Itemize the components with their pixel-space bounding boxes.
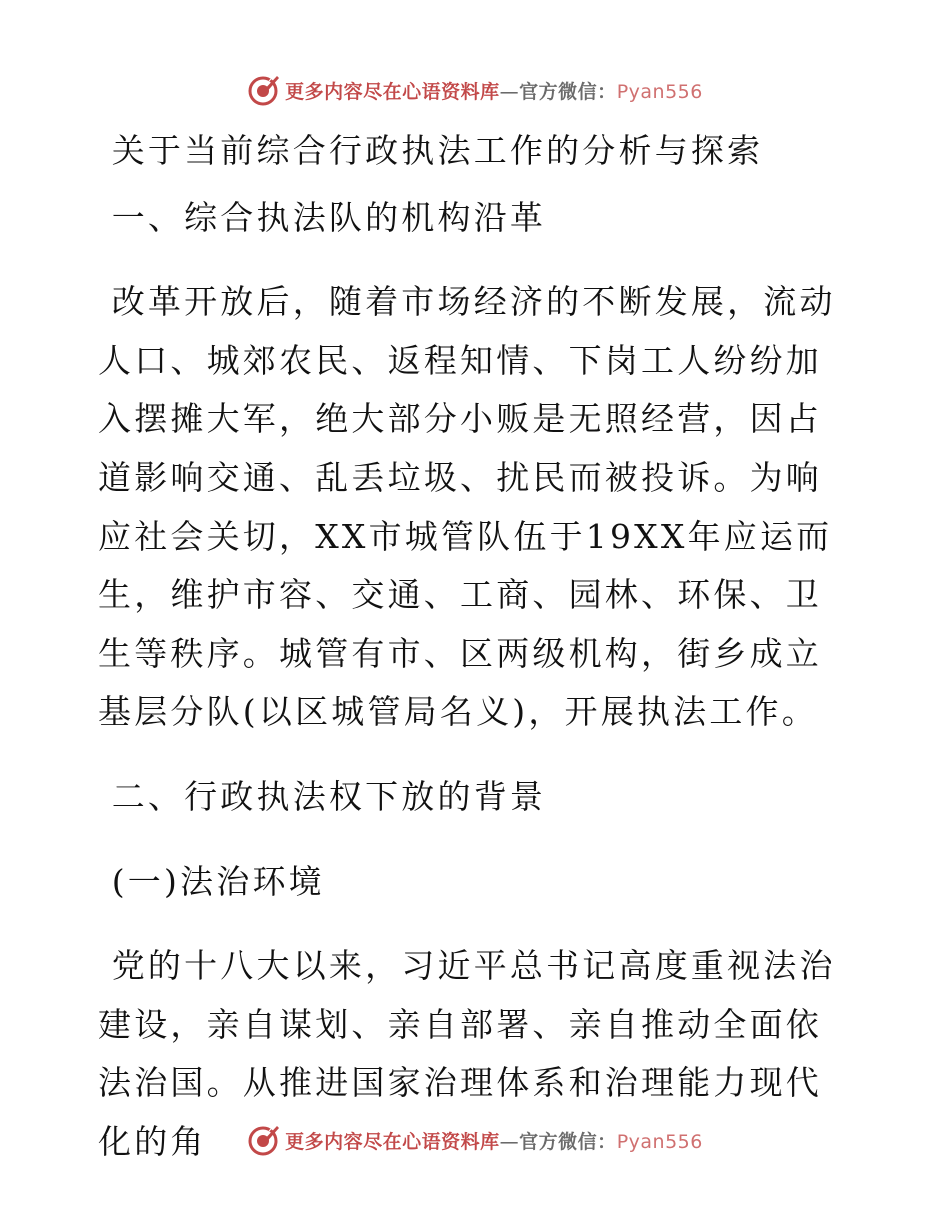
paragraph-2: 党的十八大以来，习近平总书记高度重视法治建设，亲自谋划、亲自部署、亲自推动全面依法治国。从推进国家治理体系和治理能力现代化的角 bbox=[98, 946, 836, 1161]
footer-watermark-banner bbox=[0, 1120, 950, 1160]
banner-dash: — bbox=[499, 80, 520, 103]
banner-wechat-label: 官方微信： bbox=[519, 1130, 617, 1153]
document-title: 关于当前综合行政执法工作的分析与探索 bbox=[98, 131, 764, 170]
banner-text bbox=[285, 1127, 703, 1154]
banner-prefix: 更多内容尽在心语资料库 bbox=[285, 80, 500, 103]
section-heading-2: 二、行政执法权下放的背景 bbox=[98, 776, 547, 816]
banner-wechat-label: 官方微信： bbox=[519, 80, 617, 103]
subsection-heading-1: (一)法治环境 bbox=[98, 861, 325, 901]
quill-logo-icon bbox=[247, 1123, 281, 1157]
banner-wechat-id: Pyan556 bbox=[616, 80, 703, 103]
document-body bbox=[98, 118, 858, 1172]
banner-text bbox=[285, 77, 703, 104]
paragraph-1: 改革开放后，随着市场经济的不断发展，流动人口、城郊农民、返程知情、下岗工人纷纷加入摆摊大军，绝大部分小贩是无照经营，因占道影响交通、乱丢垃圾、扰民而被投诉。为响应社会关切，XX市城管队伍于19XX年应运而生，维护市容、交通、工商、园林、环保、卫生等秩序。城管有市、区两级机构，街乡成立基层分队(以区城管局名义)，开展执法工作。 bbox=[98, 282, 836, 732]
section-heading-1: 一、综合执法队的机构沿革 bbox=[98, 197, 547, 237]
header-watermark-banner bbox=[0, 70, 950, 110]
quill-logo-icon bbox=[247, 73, 281, 107]
banner-dash: — bbox=[499, 1130, 520, 1153]
banner-wechat-id: Pyan556 bbox=[616, 1130, 703, 1153]
banner-prefix: 更多内容尽在心语资料库 bbox=[285, 1130, 500, 1153]
